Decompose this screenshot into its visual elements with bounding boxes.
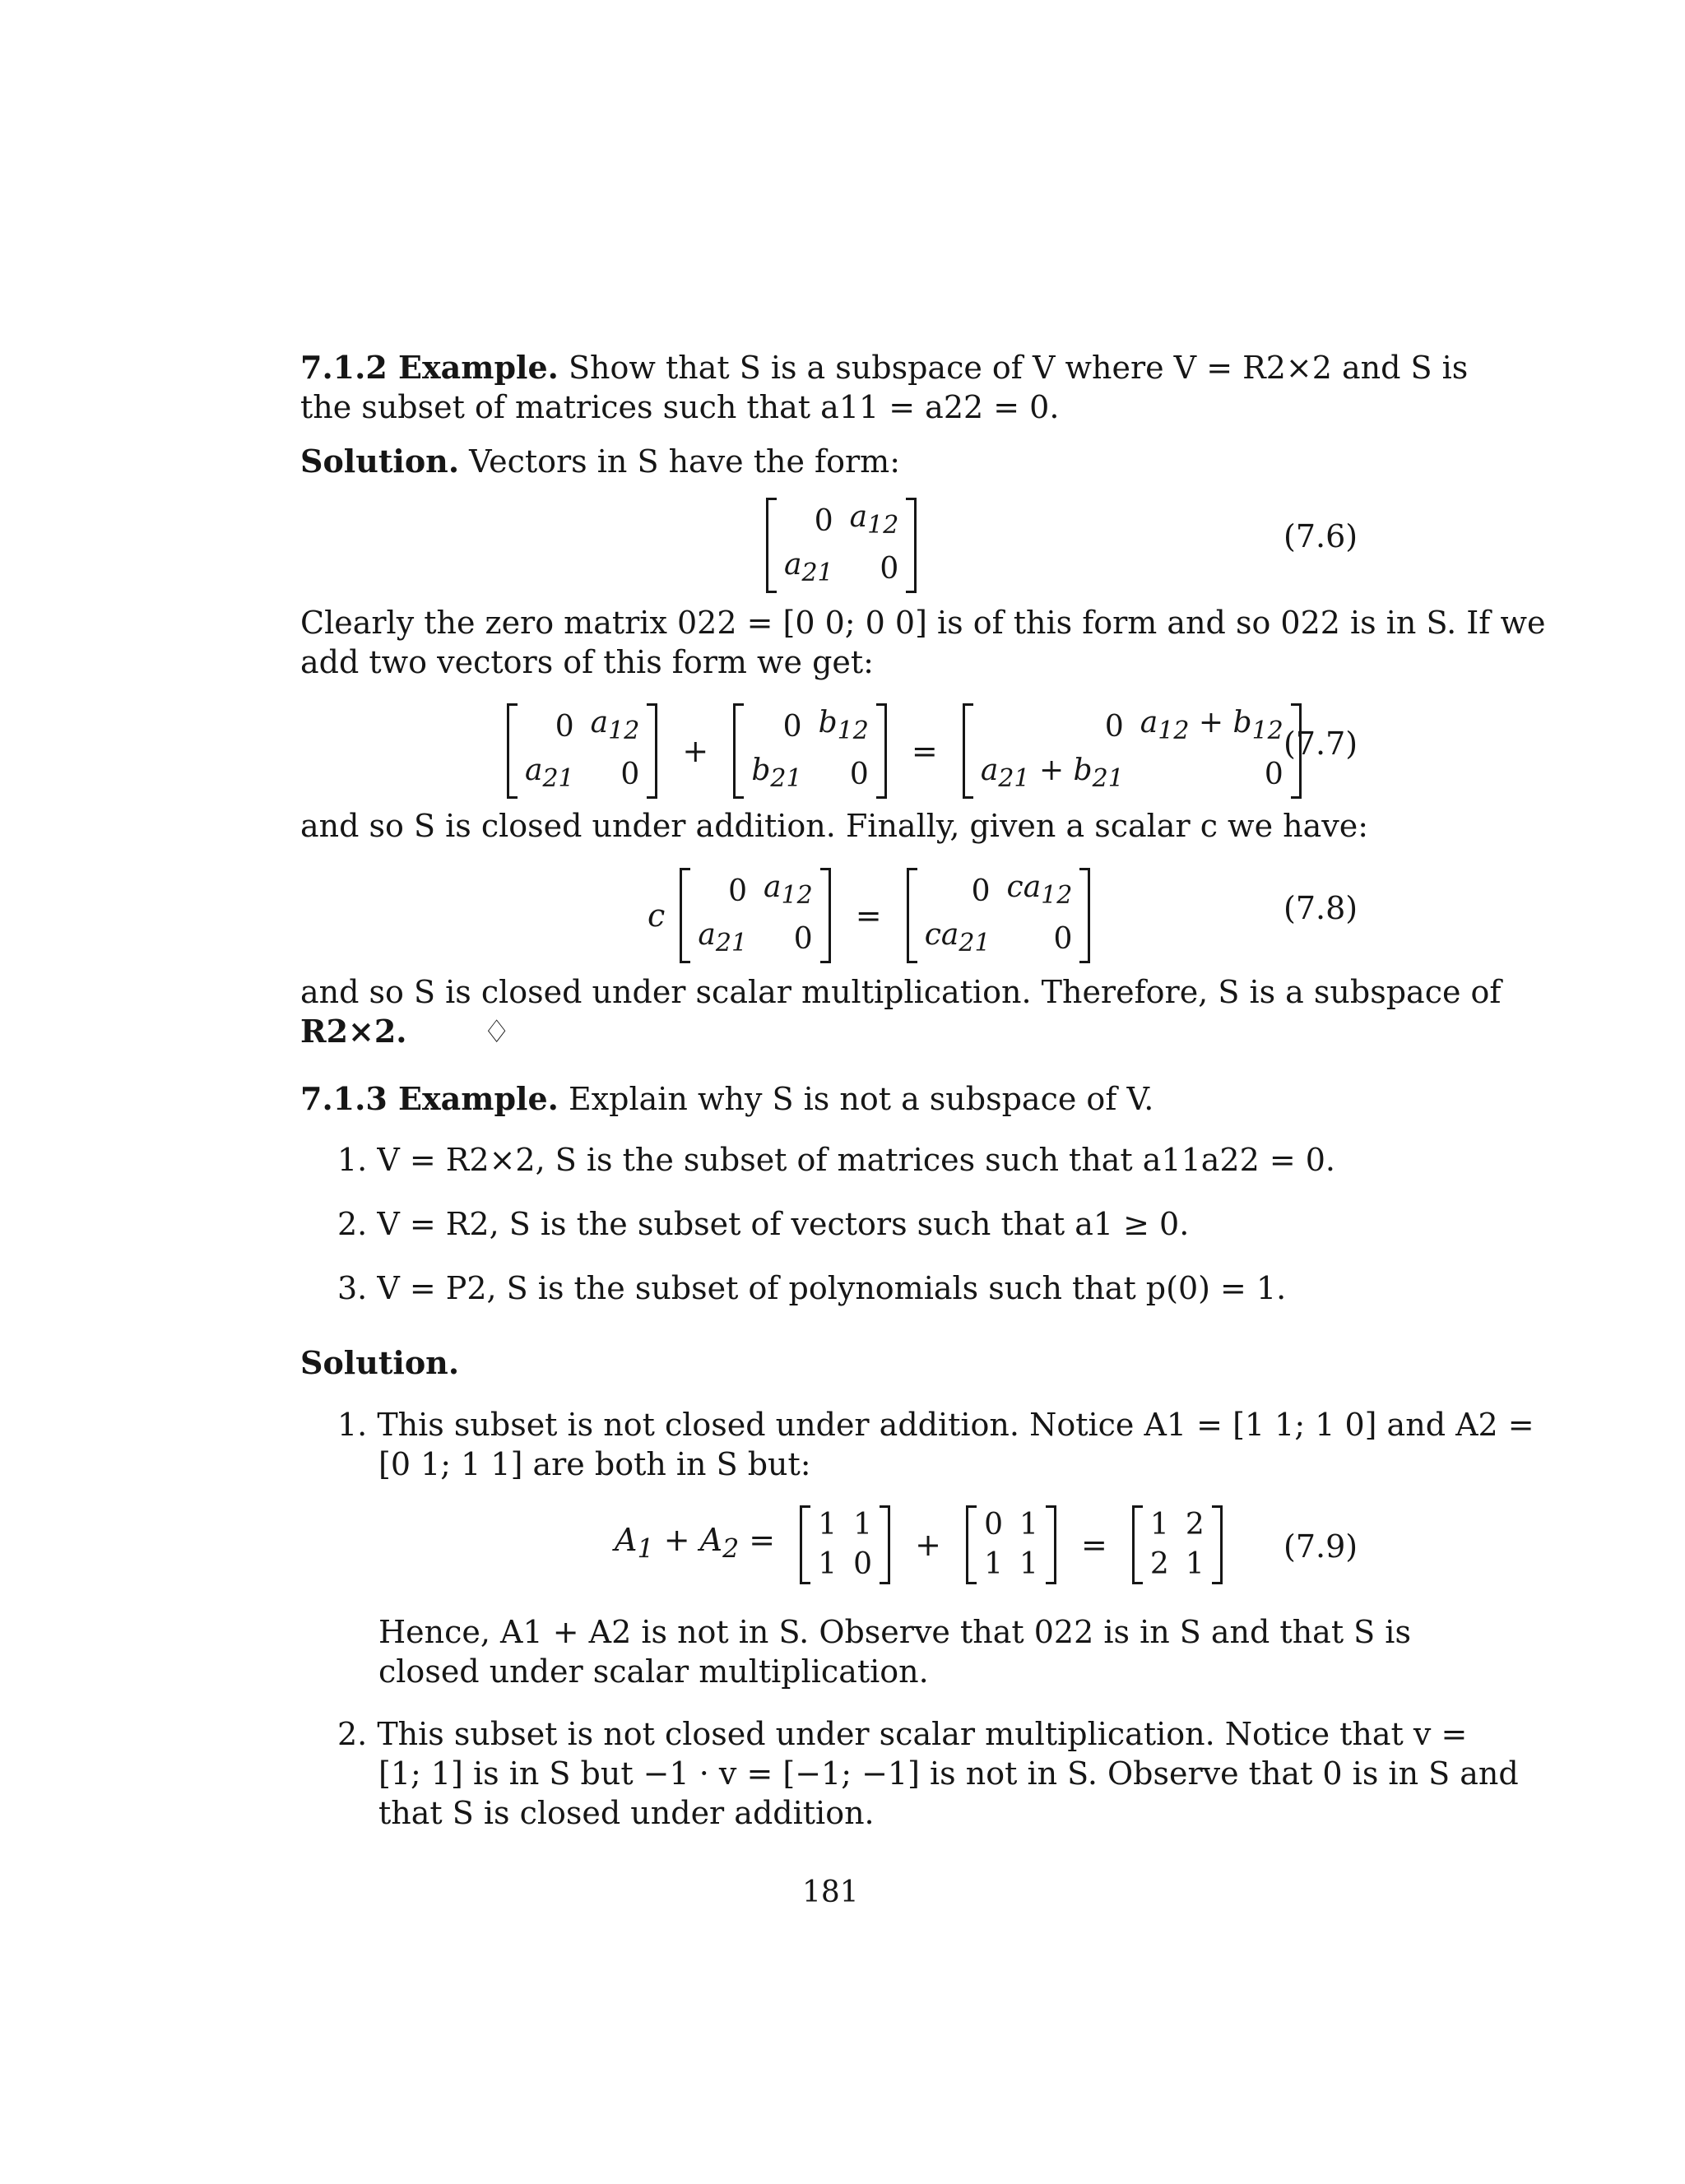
list-item: 2. This subset is not closed under scalar multiplication. Notice that v =	[337, 1716, 1468, 1752]
list-item-cont: [1; 1] is in S but −1 · v = [−1; −1] is not in S. Observe that 0 is in S and	[378, 1755, 1519, 1792]
solution-intro	[300, 442, 900, 481]
paragraph-line	[300, 1012, 511, 1051]
equation-number: (7.8)	[1283, 890, 1358, 926]
example-7-1-2-line1	[300, 348, 1468, 387]
list-item: 1. V = R2×2, S is the subset of matrices such that a11a22 = 0.	[337, 1142, 1336, 1178]
list-item: 1. This subset is not closed under addition. Notice A1 = [1 1; 1 0] and A2 =	[337, 1407, 1534, 1443]
equation-number: (7.9)	[1283, 1528, 1358, 1565]
example-text: Show that S is a subspace of V where V = R2×2 and S is	[568, 350, 1469, 386]
list-item-cont: that S is closed under addition.	[378, 1795, 875, 1831]
paragraph-line: Clearly the zero matrix 022 = [0 0; 0 0] is of this form and so 022 is in S. If we	[300, 605, 1546, 641]
equation-7-9: $A_1 + A_2$ = 1 1 1 0 + 0 1 1 1 = 1 2 2 1	[605, 1505, 1228, 1584]
example-7-1-3-line1	[300, 1079, 1154, 1119]
qed-diamond-icon: ♢	[482, 1013, 511, 1050]
list-item-cont: Hence, A1 + A2 is not in S. Observe that 022 is in S and that S is	[378, 1614, 1411, 1650]
solution-label: Solution.	[300, 1344, 460, 1381]
paragraph-line: add two vectors of this form we get:	[300, 644, 874, 680]
equation-7-7: 0 $a_{12}$ $a_{21}$ 0 + 0 $b_{12}$ $b_{21}$ 0 = 0 $a_{12} + b_{12}$ $a_{21} + b_{21}$ 0	[502, 703, 1307, 799]
paragraph-line: and so S is closed under addition. Finally, given a scalar c we have:	[300, 808, 1369, 844]
example-heading: 7.1.3 Example.	[300, 1080, 559, 1117]
list-item: 2. V = R2, S is the subset of vectors such that a1 ≥ 0.	[337, 1206, 1190, 1242]
equation-number: (7.6)	[1283, 518, 1358, 554]
list-item: 3. V = P2, S is the subset of polynomials such that p(0) = 1.	[337, 1270, 1287, 1306]
example-7-1-2-line2: the subset of matrices such that a11 = a22 = 0.	[300, 389, 1060, 425]
list-item-cont: closed under scalar multiplication.	[378, 1653, 929, 1690]
equation-7-8: c 0 $a_{12}$ $a_{21}$ 0 = 0 $ca_{12}$ $ca_{21}$ 0	[638, 868, 1095, 963]
equation-number: (7.7)	[1283, 726, 1358, 762]
equation-7-6	[761, 498, 921, 593]
list-item-cont: [0 1; 1 1] are both in S but:	[378, 1446, 811, 1482]
example-heading: 7.1.2 Example.	[300, 349, 559, 386]
solution-intro-text: Vectors in S have the form:	[469, 443, 900, 480]
solution-label: Solution.	[300, 443, 460, 480]
matrix: 0 $a_{12}$ $a_{21}$ 0	[766, 498, 917, 593]
example-text: Explain why S is not a subspace of V.	[568, 1081, 1154, 1117]
paragraph-line: and so S is closed under scalar multiplication. Therefore, S is a subspace of	[300, 974, 1502, 1010]
page-number: 181	[802, 1876, 859, 1909]
r2x2-text: R2×2.	[300, 1013, 407, 1050]
